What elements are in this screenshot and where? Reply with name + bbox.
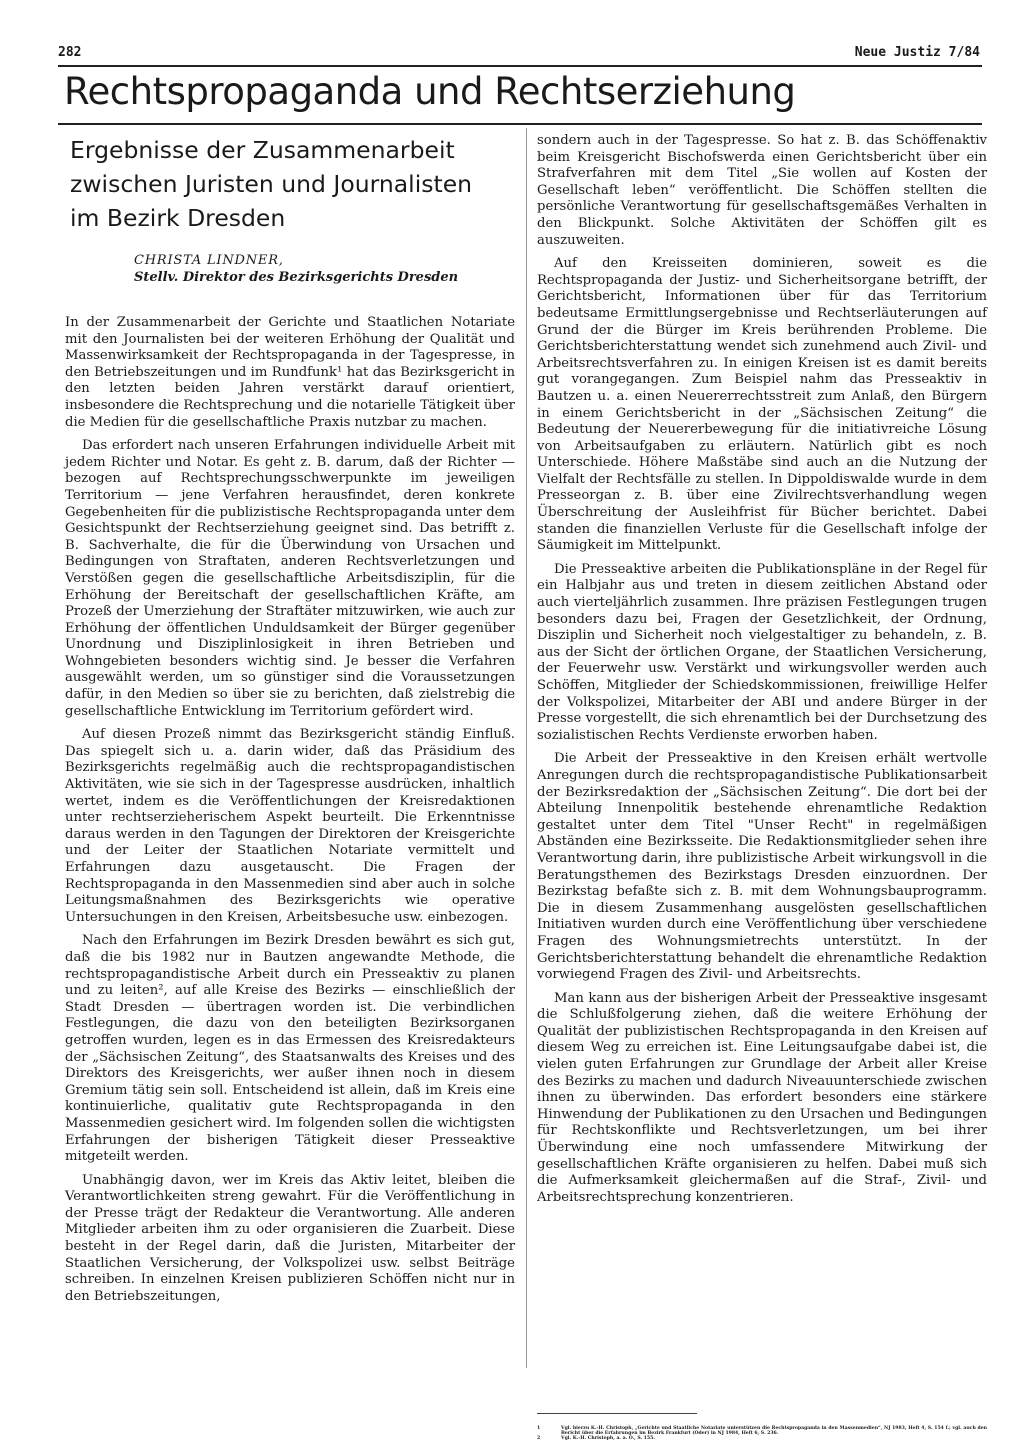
footnote-rule bbox=[537, 1413, 697, 1414]
paragraph: Die Presseaktive arbeiten die Publikationspläne in der Regel für ein Halbjahr aus und treten in diesem zeitlichen Abstand oder auch vierteljährlich zusammen. Ihre präzisen Festlegungen trugen besonders dazu bei, Fragen der Gesetzlichkeit, der Ordnung, Disziplin und Sicherheit noch vielgestaltiger zu behandeln, z. B. aus der Sicht der örtlichen Organe, der Staatlichen Versicherung, der Feuerwehr usw. Verstärkt und wirkungsvoller werden auch Schöffen, Mitglieder der Schiedskommissionen, freiwillige Helfer der Volkspolizei, Mitarbeiter der ABI und andere Bürger in der Presse vorgestellt, die sich ehrenamtlich bei der Durchsetzung des sozialistischen Rechts Verdienste erworben haben. bbox=[537, 561, 987, 743]
paragraph: Auf den Kreisseiten dominieren, soweit es die Rechtspropaganda der Justiz- und Sicherheitsorgane betrifft, der Gerichtsbericht, Informationen über für das Territorium bedeutsame Ermittlungsergebnisse und Rechtserläuterungen auf Grund der die Bürger im Kreis berührenden Probleme. Die Gerichtsberichterstattung wendet sich zunehmend auch Zivil- und Arbeitsrechtsverfahren zu. In einigen Kreisen ist es damit bereits gut vorangegangen. Zum Beispiel nahm das Presseaktiv in Bautzen u. a. einen Neuererrechtsstreit zum Anlaß, den Bürgern in einem Gerichtsbericht in der „Sächsischen Zeitung“ die Bedeutung der Neuererbewegung für die initiativreiche Lösung von Arbeitsaufgaben zu erläutern. Natürlich gibt es noch Unterschiede. Höhere Maßstäbe sind auch an die Nutzung der Vielfalt der Rechtsfälle zu stellen. In Dippoldiswalde wurde in dem Presseorgan z. B. über eine Zivilrechtsverhandlung wegen Überschreitung der Ausleihfrist für Bücher berichtet. Dabei standen die finanziellen Verluste für die Gesellschaft infolge der Säumigkeit im Mittelpunkt. bbox=[537, 256, 987, 554]
paragraph: In der Zusammenarbeit der Gerichte und Staatlichen Notariate mit den Journalisten bei der weiteren Erhöhung der Qualität und Massenwirksamkeit der Rechtspropaganda in der Tagespresse, in den Betriebszeitungen und im Rundfunk¹ hat das Bezirksgericht in den letzten beiden Jahren verstärkt darauf orientiert, insbesondere die Rechtsprechung und die notarielle Tätigkeit über die Medien für die gesellschaftliche Praxis nutzbar zu machen. bbox=[65, 315, 515, 430]
section-title: Rechtspropaganda und Rechtserziehung bbox=[64, 70, 796, 113]
subtitle-line: im Bezirk Dresden bbox=[70, 204, 286, 232]
subtitle-line: zwischen Juristen und Journalisten bbox=[70, 170, 473, 198]
paragraph: sondern auch in der Tagespresse. So hat z. B. das Schöffenaktiv beim Kreisgericht Bischofswerda einen Gerichtsbericht über ein Strafverfahren mit dem Titel „Sie wollen auf Kosten der Gesellschaft leben“ veröffentlicht. Die Schöffen stellten die persönliche Verantwortung für gesellschaftsgemäßes Verhalten in den Blickpunkt. Solche Aktivitäten der Schöffen gilt es auszuweiten. bbox=[537, 133, 987, 248]
footnote-text: Vgl. hierzu K.-H. Christoph, „Gerichte und Staatliche Notariate unterstützen die Rechtspropaganda in den Massenmedien“, NJ 1983, Heft 4, S. 154 f.; vgl. auch den Bericht über die Erfahrungen im Bezirk Frankfurt (Oder) in NJ 1984, Heft 6, S. 236. bbox=[561, 1426, 987, 1436]
paragraph: Das erfordert nach unseren Erfahrungen individuelle Arbeit mit jedem Richter und Notar. Es geht z. B. darum, daß der Richter — bezogen auf Rechtsprechungsschwerpunkte im jeweiligen Territorium — jene Verfahren herausfindet, deren konkrete Gegebenheiten für die publizistische Rechtspropaganda unter dem Gesichtspunkt der Rechtserziehung geeignet sind. Das betrifft z. B. Sachverhalte, die für die Überwindung von Ursachen und Bedingungen von Straftaten, anderen Rechtsverletzungen und Verstößen gegen die gesellschaftliche Arbeitsdisziplin, für die Erhöhung der Bereitschaft der gesellschaftlichen Kräfte, am Prozeß der Umerziehung der Straftäter mitzuwirken, wie auch zur Erhöhung der öffentlichen Unduldsamkeit der Bürger gegenüber Unordnung und Disziplinlosigkeit in ihren Betrieben und Wohngebieten besonders wichtig sind. Je besser die Verfahren ausgewählt werden, um so günstiger sind die Voraussetzungen dafür, in den Medien so über sie zu berichten, daß zielstrebig die gesellschaftliche Entwicklung im Territorium gefördert wird. bbox=[65, 438, 515, 719]
footnote bbox=[537, 1426, 987, 1436]
page-number: 282 bbox=[58, 45, 82, 60]
paragraph: Unabhängig davon, wer im Kreis das Aktiv leitet, bleiben die Verantwortlichkeiten streng gewahrt. Für die Veröffentlichung in der Presse trägt der Redakteur die Verantwortung. Alle anderen Mitglieder arbeiten ihm zu oder organisieren die Zuarbeit. Diese besteht in der Regel darin, daß die Juristen, Mitarbeiter der Staatlichen Versicherung, der Volkspolizei usw. selbst Beiträge schreiben. In einzelnen Kreisen publizieren Schöffen nicht nur in den Betriebszeitungen, bbox=[65, 1172, 515, 1304]
author-block bbox=[134, 252, 458, 286]
paragraph: Man kann aus der bisherigen Arbeit der Presseaktive insgesamt die Schlußfolgerung ziehen, daß die weitere Erhöhung der Qualität der publizistischen Rechtspropaganda in den Kreisen auf diesem Weg zu erreichen ist. Eine Leitungsaufgabe dabei ist, die vielen guten Erfahrungen zur Grundlage der Arbeit aller Kreise des Bezirks zu machen und dadurch Niveauunterschiede zwischen ihnen zu überwinden. Das erfordert besonders eine stärkere Hinwendung der Publikationen zu den Ursachen und Bedingungen für Rechtskonflikte und Rechtsverletzungen, um bei ihrer Überwindung eine noch umfassendere Mitwirkung der gesellschaftlichen Kräfte organisieren zu helfen. Dabei muß sich die Aufmerksamkeit gleichermaßen auf die Straf-, Zivil- und Arbeitsrechtsprechung konzentrieren. bbox=[537, 990, 987, 1205]
author-name: CHRISTA LINDNER, bbox=[134, 253, 284, 268]
column-divider bbox=[526, 128, 527, 1368]
paragraph: Nach den Erfahrungen im Bezirk Dresden bewährt es sich gut, daß die bis 1982 nur in Bautzen angewandte Methode, die rechtspropagandistische Arbeit durch ein Presseaktiv zu planen und zu leiten², auf alle Kreise des Bezirks — einschließlich der Stadt Dresden — übertragen worden ist. Die verbindlichen Festlegungen, die dazu von den beteiligten Bezirksorganen getroffen wurden, legen es in das Ermessen des Kreisredakteurs der „Sächsischen Zeitung“, des Staatsanwalts des Kreises und des Direktors des Kreisgerichts, wer außer ihnen noch in diesem Gremium tätig sein soll. Entscheidend ist allein, daß im Kreis eine kontinuierliche, qualitativ gute Rechtspropaganda in den Massenmedien gesichert wird. Im folgenden sollen die wichtigsten Erfahrungen der bisherigen Tätigkeit dieser Presseaktive mitgeteilt werden. bbox=[65, 933, 515, 1165]
author-role: Stellv. Direktor des Bezirksgerichts Dresden bbox=[134, 270, 459, 285]
subtitle-line: Ergebnisse der Zusammenarbeit bbox=[70, 136, 455, 164]
paragraph: Auf diesen Prozeß nimmt das Bezirksgericht ständig Einfluß. Das spiegelt sich u. a. darin wider, daß das Präsidium des Bezirksgerichts regelmäßig auch die rechtspropagandistischen Aktivitäten, wie sie sich in der Tagespresse ausdrücken, inhaltlich wertet, indem es die Veröffentlichungen der Kreisredaktionen unter rechtserzieherischem Aspekt beurteilt. Die Erkenntnisse daraus werden in den Tagungen der Direktoren der Kreisgerichte und der Leiter der Staatlichen Notariate vermittelt und Erfahrungen dazu ausgetauscht. Die Fragen der Rechtspropaganda in den Massenmedien sind aber auch in solche Leitungsmaßnahmen des Bezirksgerichts wie operative Untersuchungen in den Kreisen, Arbeitsbesuche usw. einbezogen. bbox=[65, 727, 515, 925]
title-rule bbox=[58, 123, 982, 125]
left-column bbox=[65, 315, 515, 1312]
footnote-text: Vgl. K.-H. Christoph, a. a. O., S. 155. bbox=[561, 1436, 655, 1441]
footnote-number: 1 bbox=[537, 1426, 541, 1431]
header-rule bbox=[58, 65, 982, 67]
footnote-number: 2 bbox=[537, 1436, 541, 1441]
footnote bbox=[537, 1436, 987, 1441]
journal-issue: Neue Justiz 7/84 bbox=[854, 45, 980, 60]
right-column bbox=[537, 133, 987, 1213]
article-subtitle bbox=[70, 133, 510, 235]
paragraph: Die Arbeit der Presseaktive in den Kreisen erhält wertvolle Anregungen durch die rechtspropagandistische Publikationsarbeit der Bezirksredaktion der „Sächsischen Zeitung“. Die dort bei der Abteilung Innenpolitik bestehende ehrenamtliche Redaktion gestaltet unter dem Titel "Unser Recht" in regelmäßigen Abständen eine Bezirksseite. Die Redaktionsmitglieder sehen ihre Verantwortung darin, ihre publizistische Arbeit wirkungsvoll in die Beratungsthemen des Bezirkstags Dresden einzuordnen. Der Bezirkstag befaßte sich z. B. mit dem Wohnungsbauprogramm. Die in diesem Zusammenhang ausgelösten gesellschaftlichen Initiativen wurden durch eine Veröffentlichung über verschiedene Fragen des Wohnungsmietrechts unterstützt. In der Gerichtsberichterstattung behandelt die ehrenamtliche Redaktion vorwiegend Fragen des Zivil- und Arbeitsrechts. bbox=[537, 751, 987, 983]
